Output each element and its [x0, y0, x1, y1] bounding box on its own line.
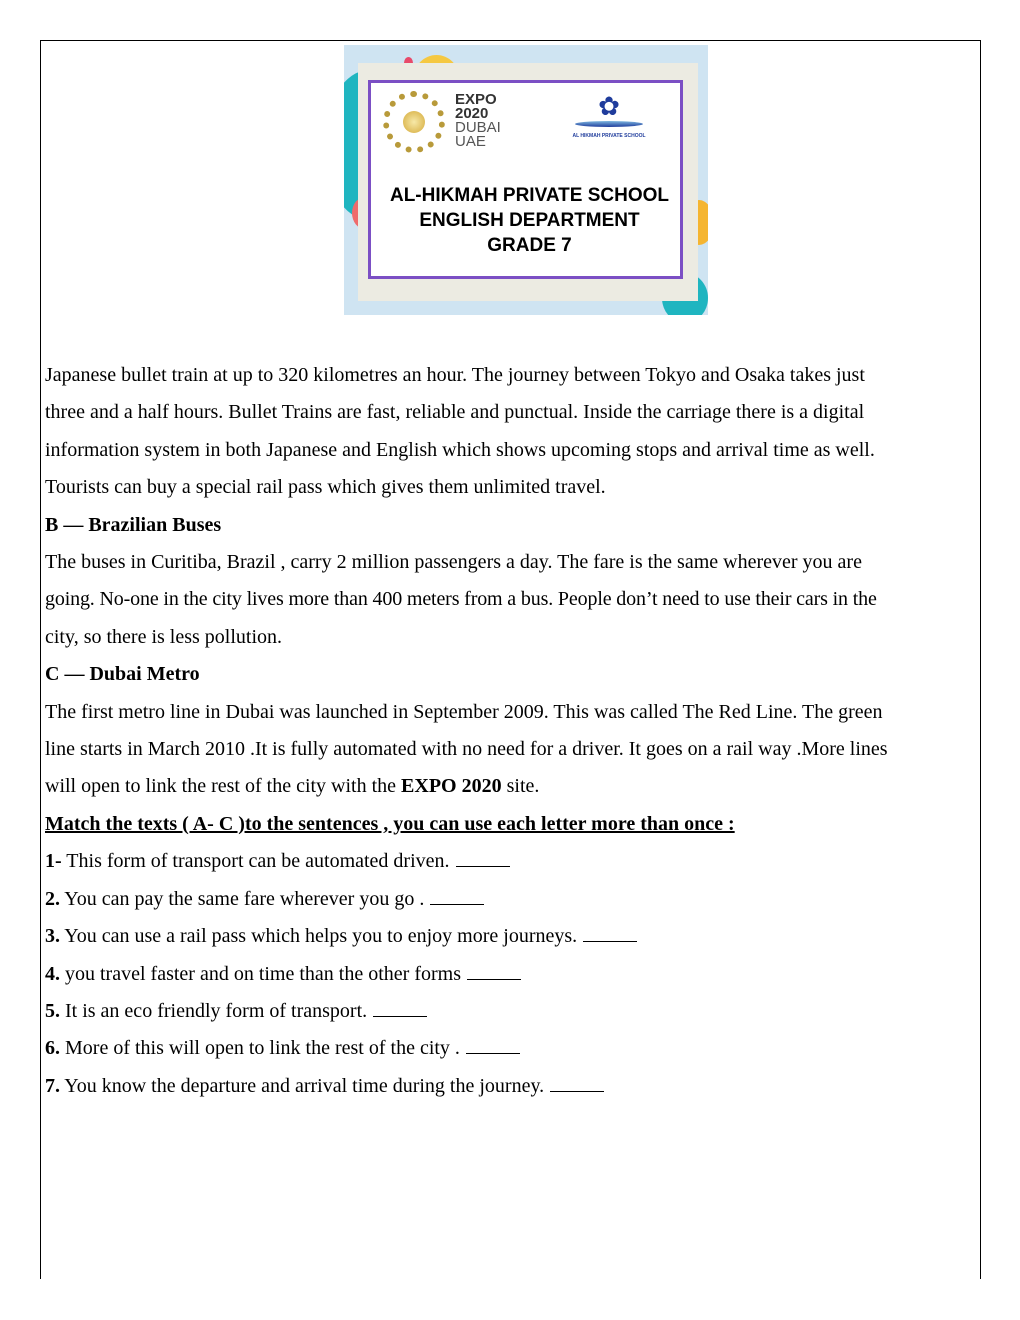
school-logo-name: AL HIKMAH PRIVATE SCHOOL: [572, 133, 646, 139]
expo-ring-icon: [383, 91, 445, 153]
instruction: Match the texts ( A- C )to the sentences , you can use each letter more than once :: [45, 812, 735, 835]
passage-a-line: Tourists can buy a special rail pass which gives them unlimited travel.: [45, 476, 606, 499]
school-logo: [567, 93, 651, 149]
question-text: You can pay the same fare wherever you go .: [60, 887, 425, 910]
answer-blank[interactable]: [456, 850, 510, 867]
answer-blank[interactable]: [430, 888, 484, 905]
text: will open to link the rest of the city with the: [45, 775, 402, 798]
question: [45, 1030, 975, 1067]
document-body: [45, 357, 975, 1105]
header-box: [368, 80, 683, 279]
passage-c-heading: C — Dubai Metro: [45, 663, 200, 686]
expo-logo-line: UAE: [455, 133, 486, 150]
answer-blank[interactable]: [550, 1075, 604, 1092]
book-icon: [575, 121, 643, 127]
question-number: 1-: [45, 850, 62, 873]
passage-a-line: Japanese bullet train at up to 320 kilometres an hour. The journey between Tokyo and Osaka takes just: [45, 364, 865, 386]
passage-c-line: [45, 768, 975, 805]
text: site.: [501, 775, 540, 798]
expo-logo-line: DUBAI: [455, 119, 501, 136]
question-number: 2.: [45, 887, 60, 910]
passage-c-line: The first metro line in Dubai was launched in September 2009. This was called The Red Line. The green: [45, 700, 883, 723]
question: [45, 918, 975, 955]
question-number: 4.: [45, 962, 60, 985]
question: [45, 843, 975, 880]
header-banner: [344, 45, 708, 315]
flower-icon: ✿: [598, 92, 620, 121]
question-number: 5.: [45, 999, 60, 1022]
passage-b-line: city, so there is less pollution.: [45, 625, 283, 648]
passage-b-line: The buses in Curitiba, Brazil , carry 2 million passengers a day. The fare is the same wherever you are: [45, 551, 862, 574]
question-text: This form of transport can be automated driven.: [61, 850, 450, 873]
passage-a-line: information system in both Japanese and English which shows upcoming stops and arrival time as well.: [45, 438, 875, 461]
school-name: AL-HIKMAH PRIVATE SCHOOL: [389, 185, 669, 206]
passage-b-line: going. No-one in the city lives more than 400 meters from a bus. People don’t need to use their cars in the: [45, 588, 877, 611]
question-number: 6.: [45, 1037, 60, 1060]
question: [45, 956, 975, 993]
passage-a-line: three and a half hours. Bullet Trains are fast, reliable and punctual. Inside the carriage there is a digital: [45, 401, 865, 424]
grade-label: GRADE 7: [487, 235, 572, 256]
expo-emphasis: EXPO 2020: [401, 775, 502, 798]
expo-logo-line: 2020: [455, 105, 489, 122]
question-text: More of this will open to link the rest of the city .: [60, 1037, 460, 1060]
question-text: You can use a rail pass which helps you to enjoy more journeys.: [60, 925, 578, 948]
question-text: It is an eco friendly form of transport.: [60, 999, 368, 1022]
question-number: 7.: [45, 1074, 60, 1097]
question: [45, 1068, 975, 1105]
question-text: you travel faster and on time than the other forms: [60, 962, 461, 985]
answer-blank[interactable]: [373, 1000, 427, 1017]
passage-c-line: line starts in March 2010 .It is fully automated with no need for a driver. It goes on a rail way .More lines: [45, 738, 888, 761]
question-text: You know the departure and arrival time during the journey.: [60, 1074, 545, 1097]
expo-logo-line: EXPO: [455, 91, 497, 108]
question: [45, 993, 975, 1030]
question-number: 3.: [45, 925, 60, 948]
question: [45, 881, 975, 918]
page-title: [371, 183, 688, 258]
department-name: ENGLISH DEPARTMENT: [419, 210, 640, 231]
answer-blank[interactable]: [466, 1037, 520, 1054]
answer-blank[interactable]: [583, 925, 637, 942]
answer-blank[interactable]: [467, 963, 521, 980]
passage-b-heading: B — Brazilian Buses: [45, 513, 222, 536]
